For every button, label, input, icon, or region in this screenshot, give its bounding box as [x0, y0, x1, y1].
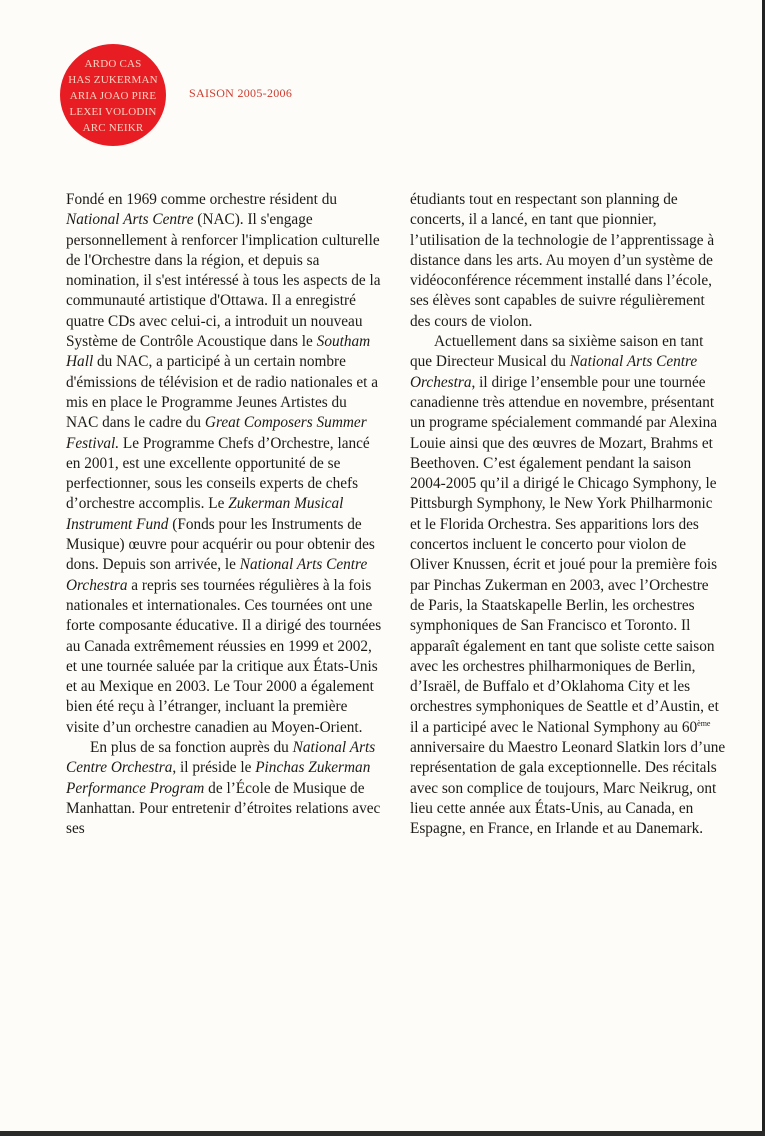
paragraph: En plus de sa fonction auprès du National Arts Centre Orchestra, il préside le Pinchas Zukerman Performance Program de l’École de Musique de Manhattan. Pour entretenir d’étroites relations avec ses	[66, 739, 381, 838]
italic-title: National Arts Centre	[66, 211, 194, 229]
logo-line: LEXEI VOLODIN	[69, 106, 157, 118]
left-column	[66, 190, 382, 840]
italic-title: National Arts Centre Orchestra	[410, 353, 698, 391]
logo-line: ARC NEIKR	[82, 122, 144, 134]
logo-line: HAS ZUKERMAN	[68, 74, 158, 86]
logo-circle	[60, 44, 166, 146]
right-column	[410, 190, 726, 840]
italic-title: Zukerman Musical Instrument Fund	[66, 495, 344, 533]
season-heading: SAISON 2005-2006	[189, 86, 293, 100]
logo-line: ARIA JOAO PIRE	[69, 90, 157, 102]
season-logo	[60, 44, 166, 146]
page-edge-bottom	[0, 1131, 765, 1136]
italic-title: National Arts Centre Orchestra	[66, 556, 368, 594]
italic-title: National Arts Centre Orchestra	[66, 739, 376, 777]
paragraph: Actuellement dans sa sixième saison en tant que Directeur Musical du National Arts Centre Orchestra, il dirige l’ensemble pour une tournée canadienne très attendue en novembre, présentant un programe spécialement commandé par Alexina Louie ainsi que des œuvres de Mozart, Brahms et Beethoven. C’est également pendant la saison 2004-2005 qu’il a dirigé le Chicago Symphony, le Pittsburgh Symphony, le New York Philharmonic et le Florida Orchestra. Ses apparitions lors des concertos incluent le concerto pour violon de Oliver Knussen, écrit et joué pour la première fois par Pinchas Zukerman en 2003, avec l’Orchestre de Paris, la Staatskapelle Berlin, les orchestres symphoniques de San Francisco et Toronto. Il apparaît également en tant que soliste cette saison avec les orchestres philharmoniques de Berlin, d’Israël, de Buffalo et d’Oklahoma City et les orchestres symphoniques de Seattle et d’Austin, et il a participé avec le National Symphony au 60ème anniversaire du Maestro Leonard Slatkin lors d’une représentation de gala exceptionnelle. Des récitals avec son complice de toujours, Marc Neikrug, ont lieu cette année aux États-Unis, au Canada, en Espagne, en France, en Irlande et au Danemark.	[410, 333, 726, 838]
paragraph: Fondé en 1969 comme orchestre résident du National Arts Centre (NAC). Il s'engage personnellement à renforcer l'implication culturelle de l'Orchestre dans la région, et depuis sa nomination, il s'est intéressé à tous les aspects de la communauté artistique d'Ottawa. Il a enregistré quatre CDs avec celui-ci, a introduit un nouveau Système de Contrôle Acoustique dans le Southam Hall du NAC, a participé à un certain nombre d'émissions de télévision et de radio nationales et a mis en place le Programme Jeunes Artistes du NAC dans le cadre du Great Composers Summer Festival. Le Programme Chefs d’Orchestre, lancé en 2001, est une excellente opportunité de se perfectionner, sous les conseils experts de chefs d’orchestre accomplis. Le Zukerman Musical Instrument Fund (Fonds pour les Instruments de Musique) œuvre pour acquérir ou pour obtenir des dons. Depuis son arrivée, le National Arts Centre Orchestra a repris ses tournées régulières à la fois nationales et internationales. Ces tournées ont une forte composante éducative. Il a dirigé des tournées au Canada extrêmement réussies en 1999 et 2002, et une tournée saluée par la critique aux États-Unis et au Mexique en 2003. Le Tour 2000 a également bien été reçu à l’étranger, incluant la première visite d’un orchestre canadien au Moyen-Orient.	[66, 191, 382, 736]
italic-title: Southam Hall	[66, 333, 371, 371]
logo-line: ARDO CAS	[84, 58, 142, 70]
italic-title: Pinchas Zukerman Performance Program	[66, 759, 371, 797]
superscript: ème	[697, 718, 711, 728]
paragraph: étudiants tout en respectant son planning de concerts, il a lancé, en tant que pionnier, l’utilisation de la technologie de l’apprentissage à distance dans les arts. Au moyen d’un système de vidéoconférence récemment installé dans l’école, ses élèves sont capables de suivre régulièrement des cours de violon.	[410, 191, 715, 330]
italic-title: Great Composers Summer Festival.	[66, 414, 367, 452]
